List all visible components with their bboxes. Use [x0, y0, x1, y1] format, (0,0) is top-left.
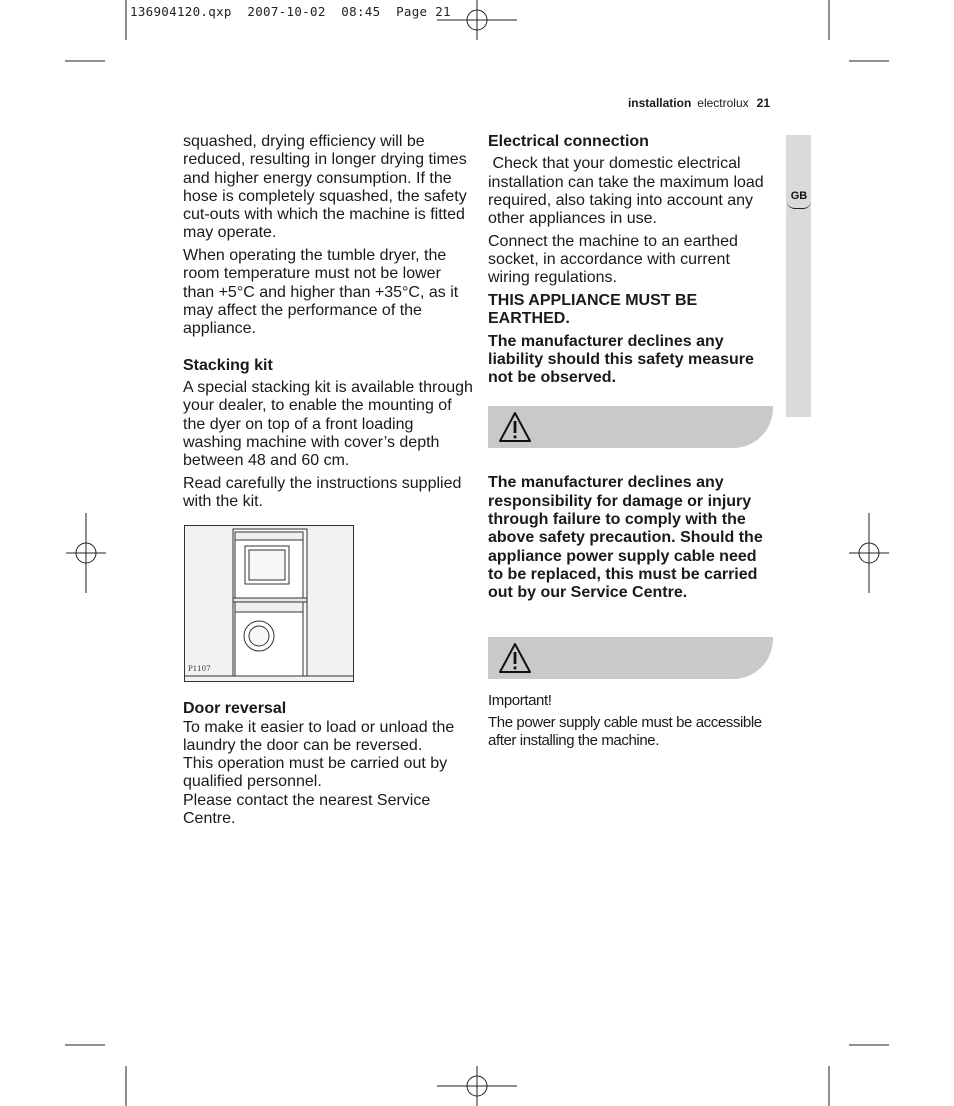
electrical-paragraph-2: Connect the machine to an earthed socket, in accordance with current wiring regulations.	[488, 232, 738, 287]
print-slug: 136904120.qxp 2007-10-02 08:45 Page 21	[130, 4, 451, 19]
warning-2-text: The power supply cable must be accessible after installing the machine.	[488, 714, 762, 750]
registration-mark-icon	[66, 513, 106, 593]
stacking-kit-instructions: Read carefully the instructions supplied with the kit.	[183, 474, 462, 510]
stacked-appliances-drawing	[185, 526, 353, 681]
warning-1-text: The manufacturer declines any responsibility for damage or injury through failure to comply with the above safety precaution. Should the appliance power supply cable need to be replaced, this must be carried out by our Service Centre.	[488, 474, 763, 602]
warning-band	[488, 406, 773, 448]
warning-2-title: Important!	[488, 691, 552, 709]
stacking-kit-illustration	[184, 525, 354, 682]
door-reversal-paragraph-1: To make it easier to load or unload the laundry the door can be reversed.	[183, 718, 455, 754]
figure-code: P1107	[188, 664, 211, 673]
door-reversal-heading: Door reversal	[183, 700, 287, 718]
running-head	[628, 96, 770, 110]
temperature-paragraph: When operating the tumble dryer, the room temperature must not be lower than +5°C and higher than +35°C, as it may affect the performance of the appliance.	[183, 246, 459, 338]
door-reversal-paragraph-3: Please contact the nearest Service Centre.	[183, 791, 431, 827]
registration-mark-icon	[437, 0, 517, 40]
door-reversal-paragraph-2: This operation must be carried out by qualified personnel.	[183, 755, 448, 791]
liability-notice: The manufacturer declines any liability should this safety measure not be observed.	[488, 332, 754, 387]
registration-mark-icon	[849, 513, 889, 593]
registration-mark-icon	[437, 1066, 517, 1106]
warning-band	[488, 637, 773, 679]
right-column	[488, 133, 774, 755]
hose-paragraph: squashed, drying efficiency will be reduced, resulting in longer drying times and higher energy consumption. If the hose is completely squashed, the safety cut-outs with which the machine is fitted may operate.	[183, 133, 467, 242]
language-tab	[786, 135, 811, 417]
electrical-paragraph-1: Check that your domestic electrical installation can take the maximum load required, also taking into account any other appliances in use.	[488, 155, 769, 228]
brand-name: electrolux	[697, 96, 749, 110]
page-number: 21	[756, 96, 770, 110]
left-column	[183, 133, 473, 828]
stacking-kit-heading: Stacking kit	[183, 356, 273, 374]
warning-triangle-icon	[498, 411, 532, 443]
electrical-connection-heading: Electrical connection	[488, 133, 649, 150]
earthed-notice: THIS APPLIANCE MUST BE EARTHED.	[488, 291, 698, 328]
warning-triangle-icon	[498, 642, 532, 674]
language-label: GB	[787, 188, 811, 209]
section-name: installation	[627, 96, 692, 110]
stacking-kit-paragraph: A special stacking kit is available through your dealer, to enable the mounting of the dyer on top of a front loading washing machine with cover’s depth between 48 and 60 cm.	[183, 378, 473, 470]
